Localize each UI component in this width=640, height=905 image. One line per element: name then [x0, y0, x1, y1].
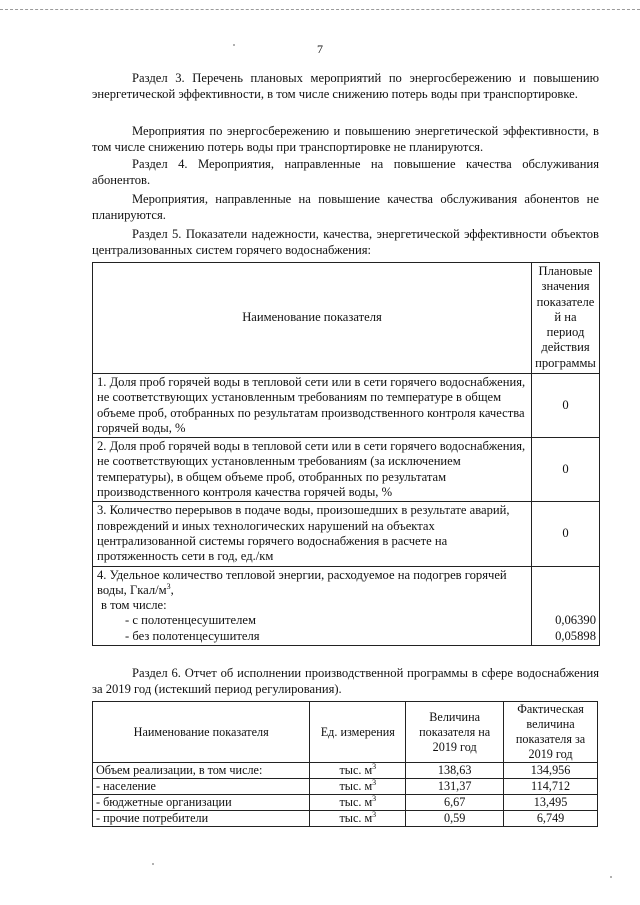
section3-heading: Раздел 3. Перечень плановых мероприятий по энергосбережению и повышению энергетической эффективности, в том числе снижению потерь воды при транспортировке.	[92, 71, 599, 101]
scan-top-edge	[0, 9, 640, 11]
section4-heading: Раздел 4. Мероприятия, направленные на повышение качества обслуживания абонентов.	[92, 157, 599, 187]
indicator-name: 2. Доля проб горячей воды в тепловой сети или в сети горячего водоснабжения, не соответствующих установленным требованиям (за исключением температуры), в общем объеме проб, отобранных по результатам производственного контроля качества горячей воды, %	[93, 438, 532, 502]
scan-speck	[152, 863, 154, 865]
program-report-table	[92, 701, 598, 827]
row-plan: 6,67	[406, 795, 504, 811]
header-indicator-name: Наименование показателя	[93, 263, 532, 374]
row-name: - прочие потребители	[93, 811, 310, 827]
scan-speck	[610, 876, 612, 878]
heat-energy-title: 4. Удельное количество тепловой энергии, расходуемое на подогрев горячей воды, Гкал/$м^3$,	[97, 567, 507, 597]
value-without-towel-dryer: 0,05898	[555, 628, 596, 643]
row-unit: тыс. $м^3$	[310, 763, 406, 779]
indicator-value: 0	[532, 374, 600, 438]
indicator-name: 3. Количество перерывов в подаче воды, произошедших в результате аварий, повреждений и иных технологических нарушений на объектах централизованной системы горячего водоснабжения в расчете на протяженность сети в год, ед./км	[93, 502, 532, 566]
table-header-row	[93, 263, 600, 374]
table-row	[93, 811, 598, 827]
table-row	[93, 566, 600, 645]
indicator-name	[93, 566, 532, 645]
row-name: Объем реализации, в том числе:	[93, 763, 310, 779]
table-row	[93, 502, 600, 566]
value-with-towel-dryer: 0,06390	[555, 613, 596, 628]
section5-heading: Раздел 5. Показатели надежности, качества, энергетической эффективности объектов централизованных систем горячего водоснабжения:	[92, 227, 599, 257]
scan-speck	[233, 44, 235, 46]
reliability-indicators-table	[92, 262, 600, 646]
table-row	[93, 779, 598, 795]
table-row	[93, 374, 600, 438]
table-row	[93, 438, 600, 502]
header-plan-value: Величина показателя на 2019 год	[406, 702, 504, 763]
section6-heading: Раздел 6. Отчет об исполнении производственной программы в сфере водоснабжения за 2019 год (истекший период регулирования).	[92, 666, 599, 696]
header-planned-values: Плановые значения показателе й на период действия программы	[532, 263, 600, 374]
row-fact: 114,712	[504, 779, 598, 795]
row-plan: 138,63	[406, 763, 504, 779]
page-number: 7	[317, 42, 323, 56]
table-row	[93, 795, 598, 811]
indicator-values	[532, 566, 600, 645]
row-unit: тыс. $м^3$	[310, 795, 406, 811]
row-unit: тыс. $м^3$	[310, 811, 406, 827]
sub-item-with-towel-dryer: - с полотенцесушителем	[125, 613, 256, 628]
indicator-value: 0	[532, 438, 600, 502]
row-plan: 131,37	[406, 779, 504, 795]
row-name: - бюджетные организации	[93, 795, 310, 811]
sub-item-without-towel-dryer: - без полотенцесушителя	[125, 628, 260, 643]
header-unit: Ед. измерения	[310, 702, 406, 763]
row-plan: 0,59	[406, 811, 504, 827]
indicator-name: 1. Доля проб горячей воды в тепловой сети или в сети горячего водоснабжения, не соответствующих установленным требованиям по температуре в общем объеме проб, отобранных по результатам производственного контроля качества горячей воды, %	[93, 374, 532, 438]
section4-text: Мероприятия, направленные на повышение качества обслуживания абонентов не планируются.	[92, 192, 599, 222]
row-unit: тыс. $м^3$	[310, 779, 406, 795]
table-row	[93, 763, 598, 779]
row-fact: 134,956	[504, 763, 598, 779]
section3-text: Мероприятия по энергосбережению и повышению энергетической эффективности, в том числе снижению потерь воды при транспортировке не планируются.	[92, 124, 599, 154]
including-label: в том числе:	[101, 598, 167, 613]
header-fact-value: Фактическая величина показателя за 2019 год	[504, 702, 598, 763]
row-fact: 13,495	[504, 795, 598, 811]
row-fact: 6,749	[504, 811, 598, 827]
indicator-value: 0	[532, 502, 600, 566]
row-name: - население	[93, 779, 310, 795]
header-indicator-name: Наименование показателя	[93, 702, 310, 763]
table-header-row	[93, 702, 598, 763]
